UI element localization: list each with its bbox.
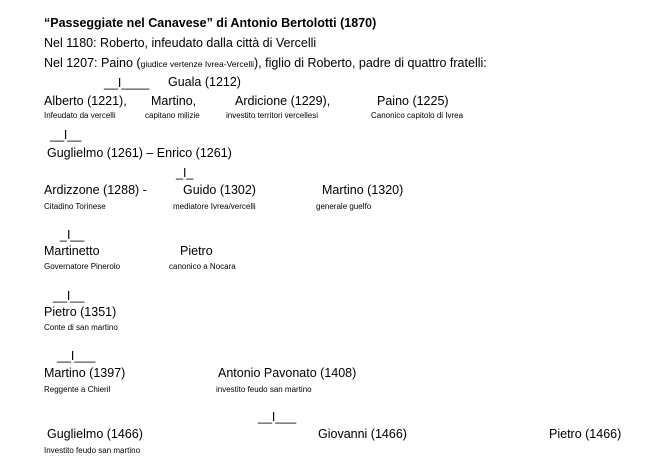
line-1180: Nel 1180: Roberto, infeudato dalla città di Vercelli [44, 36, 317, 50]
line-1207 [44, 57, 487, 70]
gen7-note-antonio: investito feudo san martino [216, 385, 312, 394]
gen8-name-guglielmo: Guglielmo (1466) [47, 427, 143, 441]
gen5-note-pietro: canonico a Nocara [169, 262, 236, 271]
gen2-note-paino: Canonico capitolo di Ivrea [371, 111, 464, 120]
gen2-name-martino: Martino, [151, 94, 197, 108]
gen8-name-pietro: Pietro (1466) [549, 427, 622, 441]
gen4-name-ardizzone: Ardizzone (1288) - [44, 183, 147, 197]
gen2-name-paino: Paino (1225) [377, 94, 449, 108]
gen1-connector: __I____ [104, 76, 150, 90]
gen4-name-martino: Martino (1320) [322, 183, 404, 197]
gen4-note-ardizzone: Citadino Torinese [44, 202, 106, 211]
gen2-note-ardicione: investito territori vercellesi [226, 111, 319, 120]
gen4-name-guido: Guido (1302) [183, 183, 256, 197]
gen7-note-martino: Reggente a Chieril [44, 385, 111, 394]
gen8-note-guglielmo: Investito feudo san martino [44, 446, 141, 455]
gen6-name: Pietro (1351) [44, 305, 117, 319]
gen4-note-guido: mediatore Ivrea/vercelli [173, 202, 256, 211]
gen8-connector: __I___ [258, 410, 297, 424]
gen2-name-ardicione: Ardicione (1229), [235, 94, 331, 108]
gen6-note: Conte di san martino [44, 323, 118, 332]
gen5-name-pietro: Pietro [180, 244, 213, 258]
gen3-connector: __I__ [50, 128, 82, 142]
gen7-name-antonio: Antonio Pavonato (1408) [218, 366, 357, 380]
gen4-connector: _I_ [176, 166, 194, 180]
gen2-name-alberto: Alberto (1221), [44, 94, 127, 108]
gen6-connector: __I__ [53, 289, 85, 303]
line-1207-prefix: Nel 1207: Paino ( [44, 56, 141, 70]
line-1207-note: giudice vertenze Ivrea-Vercelli [140, 59, 254, 69]
gen1-name: Guala (1212) [168, 75, 241, 89]
gen7-connector: __I___ [57, 349, 96, 363]
gen8-name-giovanni: Giovanni (1466) [318, 427, 407, 441]
gen7-name-martino: Martino (1397) [44, 366, 126, 380]
line-1207-suffix: ), figlio di Roberto, padre di quattro fratelli: [253, 56, 487, 70]
gen4-note-martino: generale guelfo [316, 202, 372, 211]
gen3-line: Guglielmo (1261) – Enrico (1261) [47, 146, 232, 160]
gen2-note-martino: capitano milizie [145, 111, 200, 120]
gen5-note-martinetto: Governatore Pinerolo [44, 262, 121, 271]
gen5-name-martinetto: Martinetto [44, 244, 100, 258]
document-title: “Passeggiate nel Canavese” di Antonio Bertolotti (1870) [44, 16, 377, 30]
gen5-connector: _I__ [60, 228, 85, 242]
gen2-note-alberto: Infeudato da vercelli [44, 111, 116, 120]
